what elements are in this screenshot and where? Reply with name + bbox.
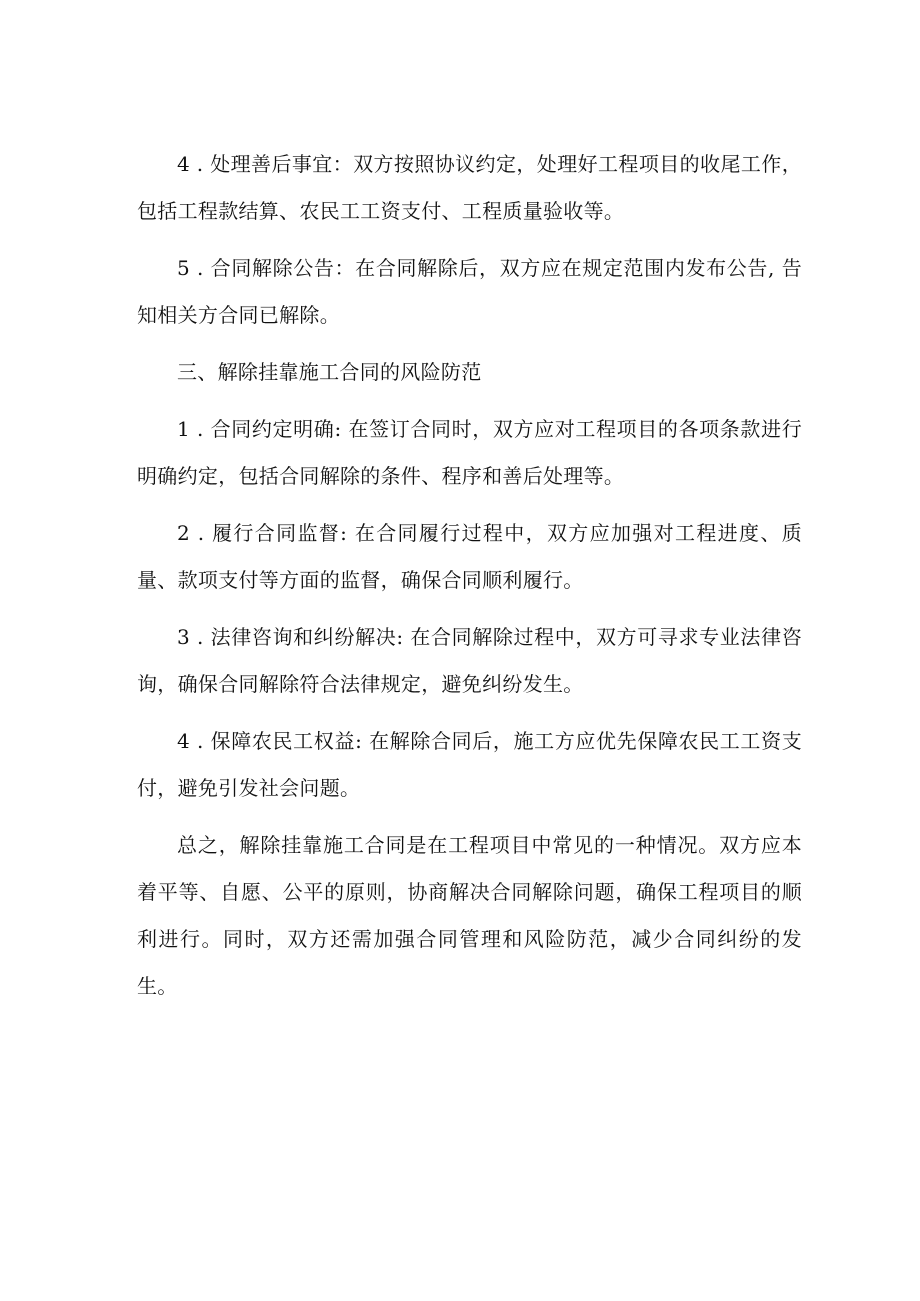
paragraph-conclusion: 总之，解除挂靠施工合同是在工程项目中常见的一种情况。双方应本着平等、自愿、公平的原则，协商解决合同解除问题，确保工程项目的顺利进行。同时，双方还需加强合同管理和风险防范，减少合同纠纷的发生。	[137, 833, 802, 998]
paragraph-aftermath: 4 . 处理善后事宜：双方按照协议约定，处理好工程项目的收尾工作，包括工程款结算、农民工工资支付、工程质量验收等。	[137, 152, 802, 223]
section-heading-risk-prevention: 三、解除挂靠施工合同的风险防范	[177, 360, 482, 384]
document-body	[137, 141, 802, 1020]
paragraph-clear-terms: 1 . 合同约定明确: 在签订合同时，双方应对工程项目的各项条款进行明确约定，包括合同解除的条件、程序和善后处理等。	[137, 417, 802, 488]
paragraph-worker-rights: 4 . 保障农民工权益: 在解除合同后，施工方应优先保障农民工工资支付，避免引发社会问题。	[137, 729, 802, 800]
paragraph-supervision: 2 . 履行合同监督: 在合同履行过程中，双方应加强对工程进度、质量、款项支付等方面的监督，确保合同顺利履行。	[137, 521, 802, 592]
paragraph-announcement: 5 . 合同解除公告：在合同解除后，双方应在规定范围内发布公告, 告知相关方合同已解除。	[137, 256, 802, 327]
paragraph-legal-consultation: 3 . 法律咨询和纠纷解决: 在合同解除过程中，双方可寻求专业法律咨询，确保合同解除符合法律规定，避免纠纷发生。	[137, 625, 802, 696]
